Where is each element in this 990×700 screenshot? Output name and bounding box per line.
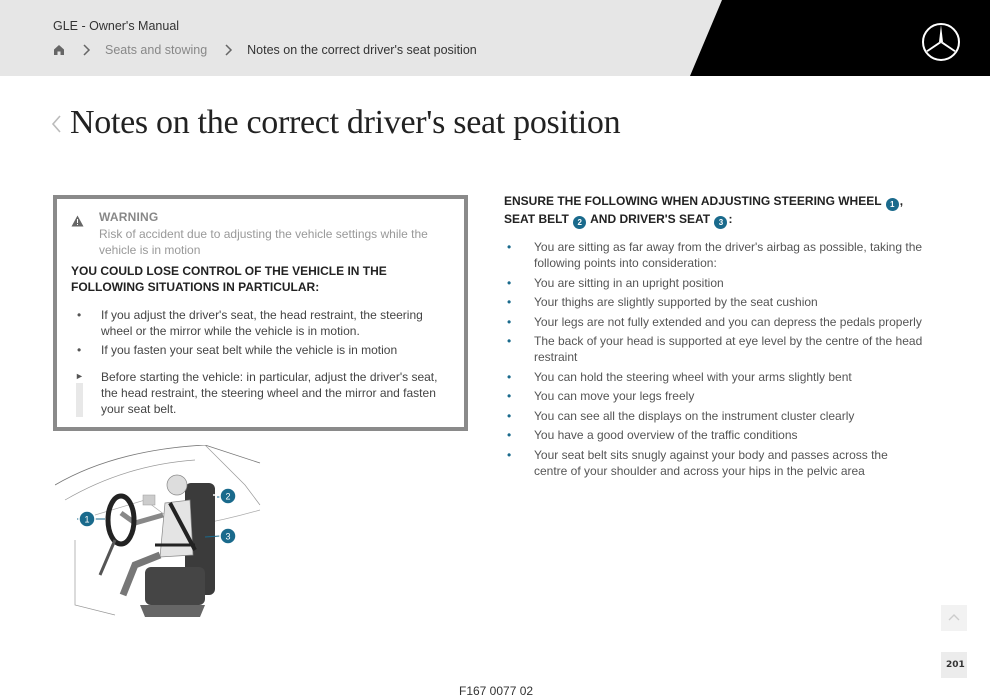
bullet-icon: •	[507, 314, 512, 329]
bullet-icon: •	[507, 295, 512, 309]
page-title: Notes on the correct driver's seat position	[70, 104, 621, 141]
list-item: • You can hold the steering wheel with your arms slightly bent	[507, 369, 852, 384]
warning-heading: YOU COULD LOSE CONTROL OF THE VEHICLE IN THE FOLLOWING SITUATIONS IN PARTICULAR:	[71, 264, 387, 294]
step-marker-bar	[76, 383, 83, 417]
warning-label: WARNING	[99, 210, 159, 224]
warning-list	[71, 307, 451, 361]
list-item: • You have a good overview of the traffic conditions	[507, 428, 798, 442]
page-number-button[interactable]	[941, 652, 967, 678]
svg-text:3: 3	[225, 531, 231, 542]
checklist	[504, 239, 924, 482]
instruction-step	[71, 369, 451, 417]
bullet-icon: •	[507, 389, 512, 403]
marker-badge-3: 3	[714, 216, 727, 229]
breadcrumb-current: Notes on the correct driver's seat position	[247, 43, 477, 57]
figure-code: F167 0077 02	[459, 684, 534, 698]
manual-title: GLE - Owner's Manual	[53, 19, 180, 33]
list-item: • Your thighs are slightly supported by the seat cushion	[507, 295, 818, 309]
bullet-icon: •	[507, 428, 512, 442]
seat-position-illustration	[55, 445, 265, 620]
bullet-icon: •	[507, 408, 512, 423]
bullet-icon: •	[77, 343, 82, 357]
list-item: • Your seat belt sits snugly against your body and passes across the centre of your shoulder and across your hips in the pelvic area	[507, 447, 888, 478]
list-item: • You are sitting in an upright position	[507, 275, 724, 290]
bullet-icon: •	[507, 275, 512, 290]
bullet-icon: •	[507, 369, 512, 384]
list-item: • If you fasten your seat belt while the vehicle is in motion	[77, 343, 398, 357]
bullet-icon: •	[507, 240, 512, 254]
instruction-text: Before starting the vehicle: in particular, adjust the driver's seat, the head restraint, the steering wheel and the mirror and fasten your seat belt.	[101, 370, 438, 416]
list-item: • You can move your legs freely	[507, 389, 695, 403]
list-item: • Your legs are not fully extended and you can depress the pedals properly	[507, 314, 922, 329]
arrow-right-icon: ►	[75, 371, 84, 381]
mercedes-star-logo[interactable]	[921, 22, 961, 62]
svg-text:1: 1	[84, 514, 90, 525]
list-item: • If you adjust the driver's seat, the head restraint, the steering wheel or the mirror while the vehicle is in motion.	[77, 308, 423, 338]
warning-box	[53, 195, 468, 431]
svg-text:2: 2	[225, 491, 231, 502]
marker-badge-2: 2	[573, 216, 586, 229]
breadcrumb	[53, 42, 477, 58]
page-number: 201	[946, 660, 965, 670]
list-item: • You are sitting as far away from the driver's airbag as possible, taking the following points into consideration:	[507, 240, 923, 270]
list-item: • You can see all the displays on the instrument cluster clearly	[507, 408, 855, 423]
warning-triangle-icon	[71, 215, 84, 227]
bullet-icon: •	[507, 447, 512, 462]
home-icon[interactable]	[53, 44, 65, 56]
checklist-heading: ENSURE THE FOLLOWING WHEN ADJUSTING STEERING WHEEL 1 , SEAT BELT 2 AND DRIVER'S SEAT 3 :	[504, 194, 904, 227]
bullet-icon: •	[77, 308, 82, 322]
scroll-to-top-button[interactable]	[941, 605, 967, 631]
back-chevron-icon[interactable]	[50, 114, 62, 134]
chevron-right-icon	[81, 44, 91, 56]
marker-badge-1: 1	[886, 198, 899, 211]
breadcrumb-link-seats[interactable]: Seats and stowing	[105, 43, 208, 57]
list-item: • The back of your head is supported at eye level by the centre of the head restraint	[507, 334, 923, 364]
bullet-icon: •	[507, 334, 512, 348]
warning-subtitle: Risk of accident due to adjusting the vehicle settings while the vehicle is in motion	[99, 227, 428, 257]
chevron-right-icon	[223, 44, 233, 56]
chevron-up-icon	[941, 605, 967, 631]
